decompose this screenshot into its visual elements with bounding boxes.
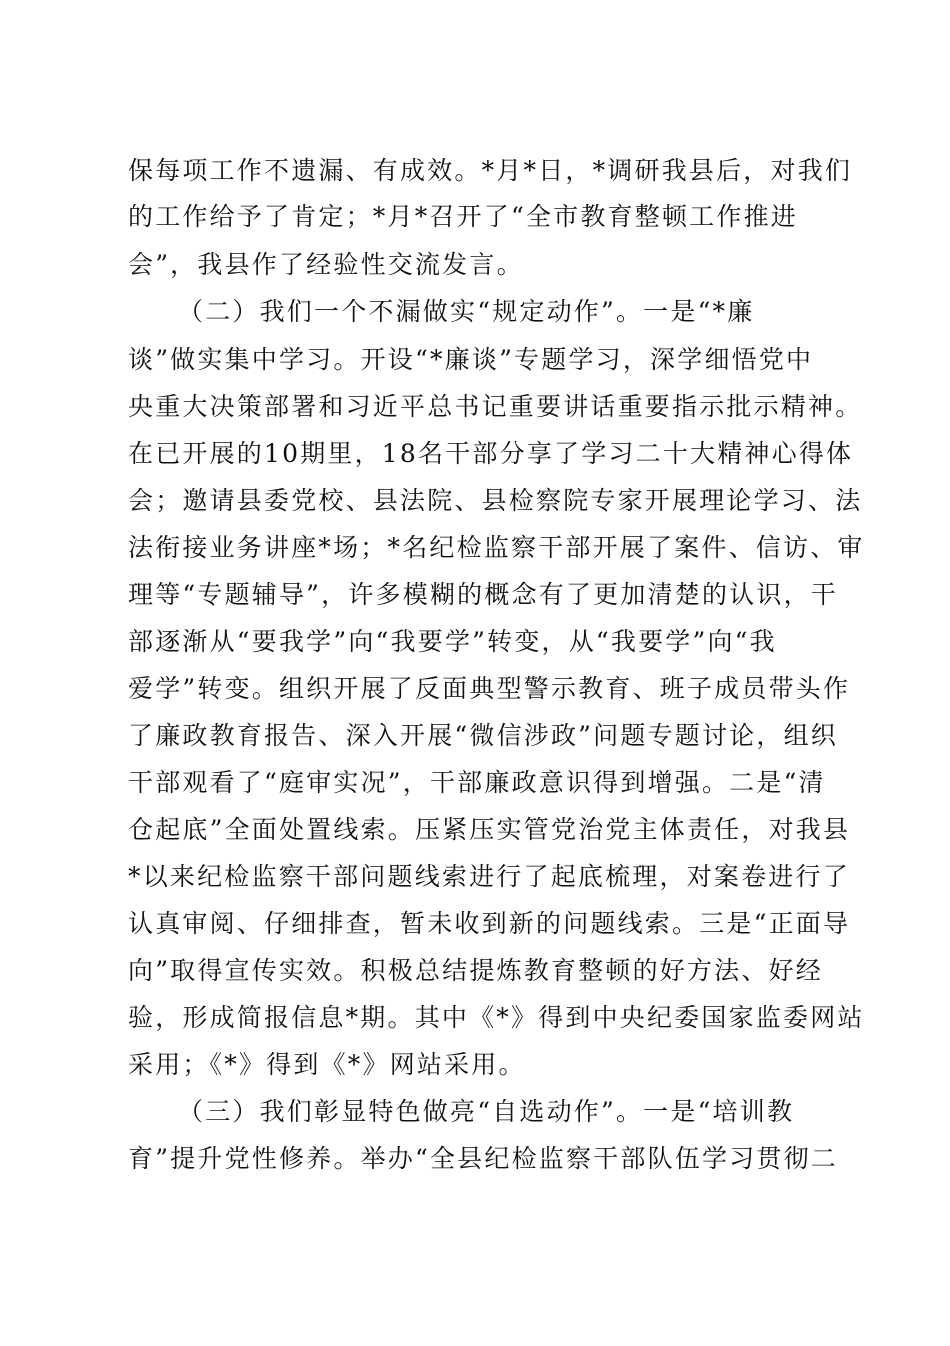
- text-line-22: 育”提升党性修养。举办“全县纪检监察干部队伍学习贯彻二: [128, 1144, 838, 1173]
- text-line-16: *以来纪检监察干部问题线索进行了起底梳理，对案卷进行了: [128, 862, 850, 891]
- text-line-1: 保每项工作不遗漏、有成效。*月*日，*调研我县后，对我们: [128, 156, 853, 185]
- text-line-2: 的工作给予了肯定；*月*召开了“全市教育整顿工作推进: [128, 202, 798, 231]
- text-line-15: 仓起底”全面处置线索。压紧压实管党治党主体责任，对我县: [128, 815, 851, 844]
- text-line-9: 法衔接业务讲座*场；*名纪检监察干部开展了案件、信访、审: [128, 533, 865, 562]
- text-line-7: 在已开展的10期里，18名干部分享了学习二十大精神心得体: [128, 439, 854, 468]
- text-line-13: 了廉政教育报告、深入开展“微信涉政”问题专题讨论，组织: [128, 721, 838, 750]
- text-line-8: 会；邀请县委党校、县法院、县检察院专家开展理论学习、法: [128, 486, 863, 515]
- paragraph-3-first-line: （三）我们彰显特色做亮“自选动作”。一是“培训教: [178, 1097, 795, 1126]
- text-line-6: 央重大决策部署和习近平总书记重要讲话重要指示批示精神。: [128, 392, 863, 421]
- text-line-20: 采用；《*》得到《*》网站采用。: [128, 1050, 526, 1079]
- text-line-3: 会”，我县作了经验性交流发言。: [128, 250, 524, 279]
- text-line-5: 谈”做实集中学习。开设“*廉谈”专题学习，深学细悟党中: [128, 345, 814, 374]
- text-line-14: 干部观看了“庭审实况”，干部廉政意识得到增强。二是“清: [128, 768, 826, 797]
- text-line-19: 验，形成简报信息*期。其中《*》得到中央纪委国家监委网站: [128, 1003, 865, 1032]
- text-line-12: 爱学”转变。组织开展了反面典型警示教育、班子成员带头作: [128, 674, 851, 703]
- text-line-10: 理等“专题辅导”，许多模糊的概念有了更加清楚的认识，干: [128, 580, 838, 609]
- paragraph-2-first-line: （二）我们一个不漏做实“规定动作”。一是“*廉: [178, 297, 755, 326]
- text-line-17: 认真审阅、仔细排查，暂未收到新的问题线索。三是“正面导: [128, 909, 851, 938]
- text-line-11: 部逐渐从“要我学”向“我要学”转变，从“我要学”向“我: [128, 627, 777, 656]
- text-line-18: 向”取得宣传实效。积极总结提炼教育整顿的好方法、好经: [128, 956, 823, 985]
